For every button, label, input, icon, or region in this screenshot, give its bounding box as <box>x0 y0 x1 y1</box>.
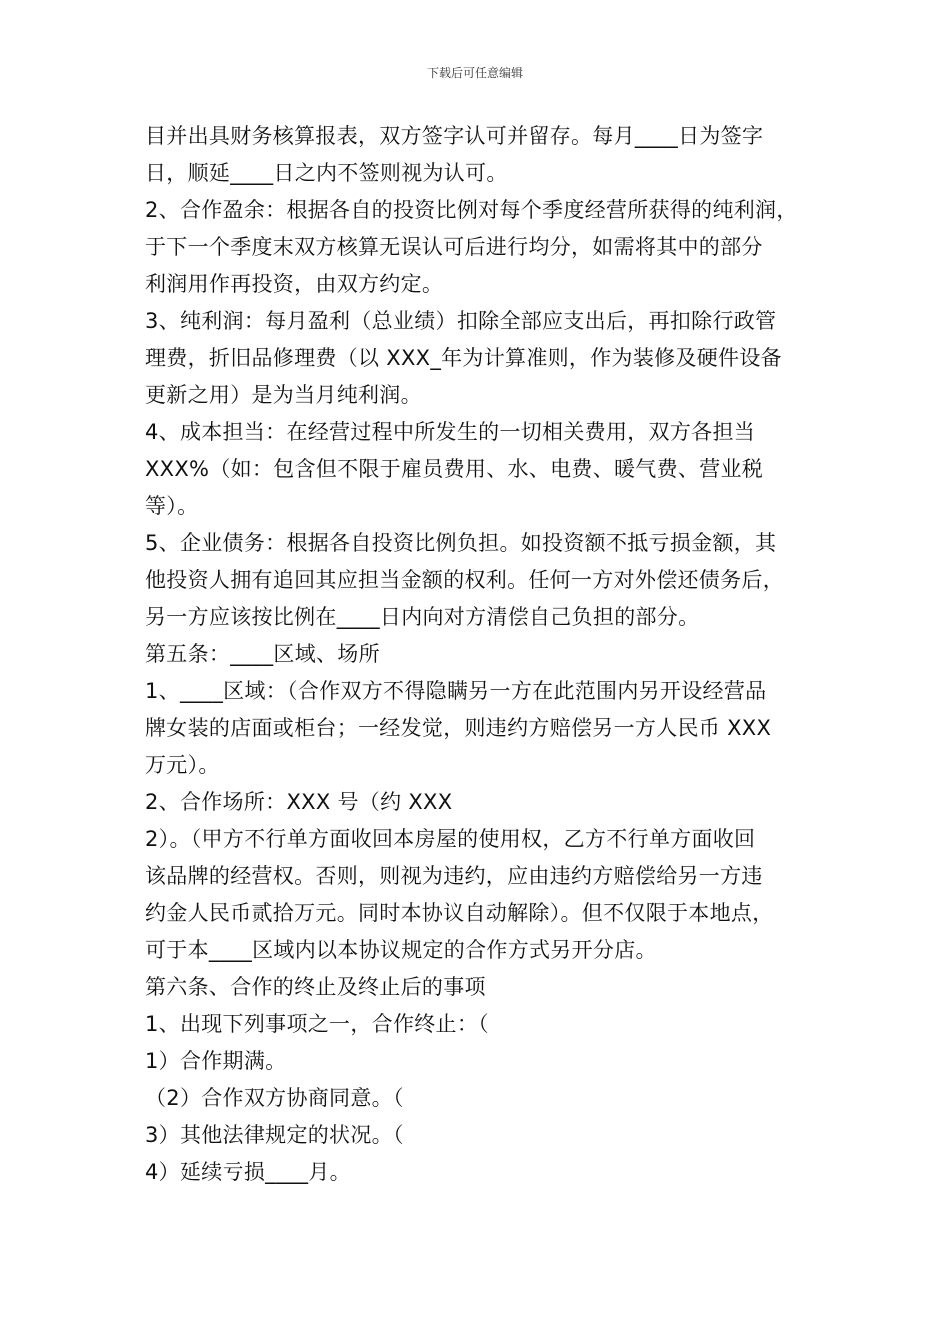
text-line: 3）其他法律规定的状况。（ <box>145 1123 404 1147</box>
text-line: 2、合作场所：XXX 号（约 XXX <box>145 790 453 814</box>
text-line: 2）。（甲方不行单方面收回本房屋的使用权，乙方不行单方面收回 <box>145 827 756 851</box>
text-line: 1、____区域：（合作双方不得隐瞒另一方在此范围内另开设经营品 <box>145 679 767 703</box>
text-line: 于下一个季度末双方核算无误认可后进行均分，如需将其中的部分 <box>145 235 763 259</box>
text-line: 更新之用）是为当月纯利润。 <box>145 383 422 407</box>
text-line: 3、纯利润：每月盈利（总业绩）扣除全部应支出后，再扣除行政管 <box>145 309 777 333</box>
text-line: 约金人民币贰拾万元。同时本协议自动解除）。但不仅限于本地点， <box>145 901 774 925</box>
text-line: 5、企业债务：根据各自投资比例负担。如投资额不抵亏损金额，其 <box>145 531 777 555</box>
text-line: 可于本____区域内以本协议规定的合作方式另开分店。 <box>145 938 657 962</box>
text-line: （2）合作双方协商同意。（ <box>145 1086 404 1110</box>
text-line: 1）合作期满。 <box>145 1049 287 1073</box>
text-line: 利润用作再投资，由双方约定。 <box>145 272 444 296</box>
text-line: 4、成本担当：在经营过程中所发生的一切相关费用，双方各担当 <box>145 420 756 444</box>
text-line: 理费，折旧品修理费（以 XXX_年为计算准则，作为装修及硬件设备 <box>145 346 782 370</box>
text-line: 日，顺延____日之内不签则视为认可。 <box>145 161 508 185</box>
text-line: 另一方应该按比例在____日内向对方清偿自己负担的部分。 <box>145 605 700 629</box>
text-line: XXX%（如：包含但不限于雇员费用、水、电费、暖气费、营业税 <box>145 457 764 481</box>
text-line: 牌女装的店面或柜台；一经发觉，则违约方赔偿另一方人民币 XXX <box>145 716 772 740</box>
text-line: 目并出具财务核算报表，双方签字认可并留存。每月____日为签字 <box>145 124 764 148</box>
document-body <box>145 118 817 1191</box>
text-line: 4）延续亏损____月。 <box>145 1160 351 1184</box>
text-line: 第五条：____区域、场所 <box>145 642 380 666</box>
text-line: 第六条、合作的终止及终止后的事项 <box>145 975 486 999</box>
text-line: 他投资人拥有追回其应担当金额的权利。任何一方对外偿还债务后， <box>145 568 784 592</box>
text-line: 2、合作盈余：根据各自的投资比例对每个季度经营所获得的纯利润， <box>145 198 798 222</box>
page-header: 下载后可任意编辑 <box>426 66 523 80</box>
text-line: 等）。 <box>145 494 199 518</box>
text-line: 1、出现下列事项之一，合作终止：（ <box>145 1012 489 1036</box>
text-line: 该品牌的经营权。否则，则视为违约，应由违约方赔偿给另一方违 <box>145 864 763 888</box>
text-line: 万元）。 <box>145 753 220 777</box>
